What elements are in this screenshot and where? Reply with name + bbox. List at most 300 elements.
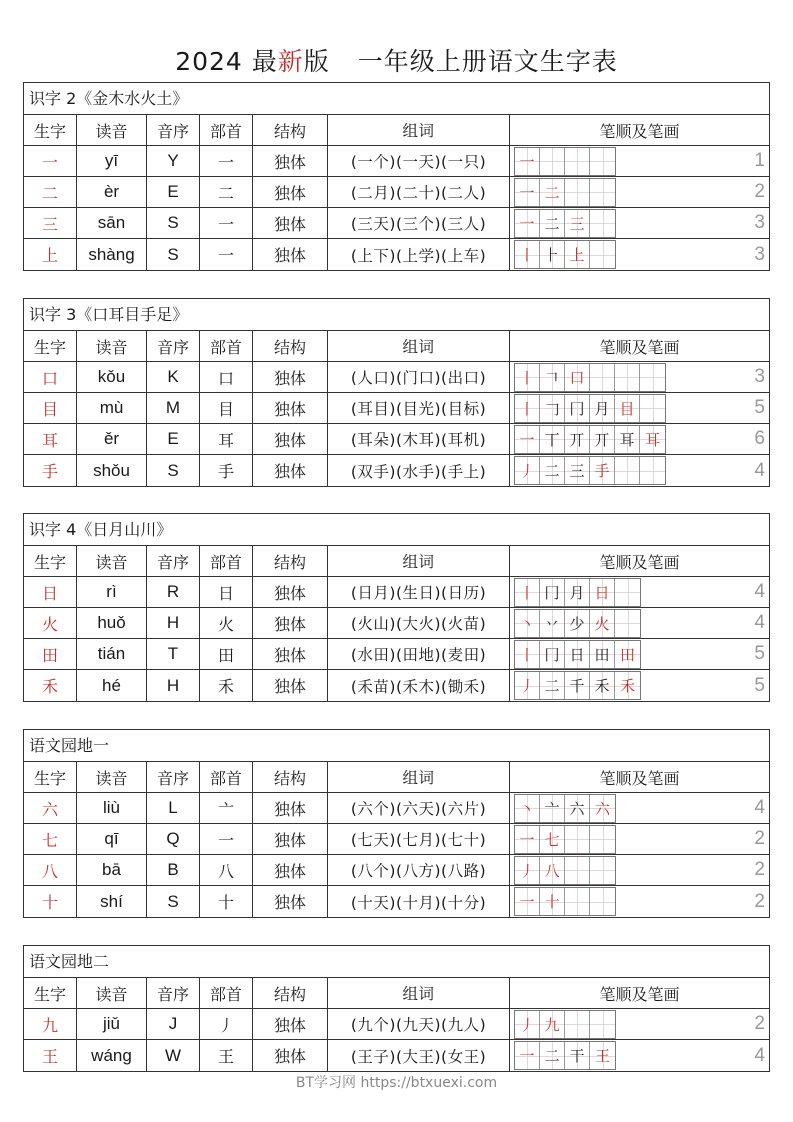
stroke-box xyxy=(590,795,615,822)
table-row xyxy=(24,639,769,670)
stroke-grid xyxy=(514,178,616,207)
stroke-glyph: 丨 xyxy=(519,399,535,418)
char-table-section xyxy=(23,513,770,702)
stroke-glyph: 禾 xyxy=(594,677,610,695)
character-cell: 上 xyxy=(24,239,77,270)
character-cell: 二 xyxy=(24,177,77,207)
title-suffix: 版 xyxy=(303,47,330,76)
char-table-section xyxy=(23,729,770,918)
stroke-box xyxy=(640,395,665,422)
stroke-box xyxy=(565,241,590,268)
stroke-glyph: 三 xyxy=(569,462,585,480)
stroke-box xyxy=(515,641,540,668)
structure-cell: 独体 xyxy=(253,239,328,270)
table-header-row xyxy=(24,115,769,146)
stroke-glyph: 冂 xyxy=(569,399,585,418)
radical-cell: 丿 xyxy=(200,1009,253,1039)
radical-cell: 禾 xyxy=(200,670,253,701)
stroke-count: 5 xyxy=(754,674,765,696)
stroke-box xyxy=(515,395,540,422)
section-title: 语文园地一 xyxy=(24,730,769,762)
stroke-glyph: 田 xyxy=(594,645,610,664)
stroke-box xyxy=(590,888,615,915)
stroke-count: 5 xyxy=(754,397,765,418)
stroke-order-cell xyxy=(510,424,769,454)
stroke-count: 4 xyxy=(754,581,765,602)
column-header: 部首 xyxy=(200,978,253,1008)
stroke-order-cell xyxy=(510,362,769,392)
stroke-box xyxy=(640,364,665,391)
char-table-section xyxy=(23,945,770,1072)
words-cell: (水田)(田地)(麦田) xyxy=(328,639,510,669)
words-cell: (八个)(八方)(八路) xyxy=(328,855,510,885)
stroke-glyph: 口 xyxy=(569,368,585,387)
column-header: 生字 xyxy=(24,546,77,576)
stroke-glyph: 七 xyxy=(544,830,560,849)
pinyin-cell: kǒu xyxy=(77,362,147,392)
stroke-grid xyxy=(514,578,641,607)
radical-cell: 一 xyxy=(200,239,253,270)
words-cell: (九个)(九天)(九人) xyxy=(328,1009,510,1039)
structure-cell: 独体 xyxy=(253,146,328,176)
stroke-count: 4 xyxy=(754,797,765,818)
stroke-glyph: 亠 xyxy=(544,799,560,818)
stroke-box xyxy=(540,395,565,422)
column-header: 结构 xyxy=(253,546,328,576)
stroke-glyph: ⺊ xyxy=(544,246,560,264)
table-row xyxy=(24,577,769,608)
stroke-box xyxy=(540,457,565,484)
column-header: 读音 xyxy=(77,546,147,576)
stroke-glyph: 六 xyxy=(569,799,585,818)
stroke-count: 2 xyxy=(754,181,765,202)
pinyin-cell: shàng xyxy=(77,239,147,270)
radical-cell: 王 xyxy=(200,1040,253,1071)
stroke-box xyxy=(515,426,540,453)
stroke-box xyxy=(540,672,565,699)
words-cell: (日月)(生日)(日历) xyxy=(328,577,510,607)
stroke-box xyxy=(615,672,640,699)
stroke-box xyxy=(590,826,615,853)
stroke-box xyxy=(615,579,640,606)
character-cell: 三 xyxy=(24,208,77,238)
words-cell: (十天)(十月)(十分) xyxy=(328,886,510,917)
stroke-order-cell xyxy=(510,855,769,885)
stroke-glyph: 上 xyxy=(569,246,585,264)
character-cell: 一 xyxy=(24,146,77,176)
stroke-glyph: 丿 xyxy=(519,462,535,480)
stroke-box xyxy=(540,857,565,884)
stroke-glyph: 一 xyxy=(519,430,535,449)
stroke-glyph: 目 xyxy=(619,399,635,418)
stroke-order-cell xyxy=(510,239,769,270)
stroke-count: 4 xyxy=(754,459,765,481)
table-row xyxy=(24,1040,769,1071)
initial-letter-cell: R xyxy=(147,577,200,607)
table-row xyxy=(24,793,769,824)
structure-cell: 独体 xyxy=(253,1040,328,1071)
stroke-glyph: 丌 xyxy=(569,430,585,449)
stroke-glyph: 丶 xyxy=(519,799,535,818)
stroke-glyph: 一 xyxy=(519,830,535,849)
character-cell: 田 xyxy=(24,639,77,669)
stroke-order-cell xyxy=(510,824,769,854)
stroke-grid xyxy=(514,394,666,423)
column-header: 生字 xyxy=(24,762,77,792)
stroke-box xyxy=(515,610,540,637)
stroke-box xyxy=(615,641,640,668)
stroke-order-cell xyxy=(510,1009,769,1039)
stroke-grid xyxy=(514,456,666,485)
char-table-section xyxy=(23,298,770,487)
structure-cell: 独体 xyxy=(253,208,328,238)
character-cell: 八 xyxy=(24,855,77,885)
structure-cell: 独体 xyxy=(253,670,328,701)
stroke-glyph: 火 xyxy=(594,614,610,633)
words-cell: (上下)(上学)(上车) xyxy=(328,239,510,270)
structure-cell: 独体 xyxy=(253,362,328,392)
column-header: 结构 xyxy=(253,978,328,1008)
stroke-glyph: 月 xyxy=(569,583,585,602)
stroke-glyph: 千 xyxy=(569,677,585,695)
stroke-glyph: 九 xyxy=(544,1015,560,1034)
table-header-row xyxy=(24,331,769,362)
stroke-count: 2 xyxy=(754,890,765,912)
column-header: 音序 xyxy=(147,331,200,361)
words-cell: (一个)(一天)(一只) xyxy=(328,146,510,176)
stroke-box xyxy=(540,364,565,391)
column-header: 组词 xyxy=(328,546,510,576)
stroke-box xyxy=(565,826,590,853)
initial-letter-cell: T xyxy=(147,639,200,669)
column-header: 读音 xyxy=(77,978,147,1008)
column-header: 部首 xyxy=(200,762,253,792)
stroke-grid xyxy=(514,887,616,916)
column-header: 读音 xyxy=(77,115,147,145)
structure-cell: 独体 xyxy=(253,455,328,486)
column-header: 读音 xyxy=(77,762,147,792)
words-cell: (禾苗)(禾木)(锄禾) xyxy=(328,670,510,701)
stroke-box xyxy=(615,395,640,422)
stroke-box xyxy=(615,426,640,453)
column-header: 组词 xyxy=(328,115,510,145)
stroke-count: 1 xyxy=(754,150,765,171)
structure-cell: 独体 xyxy=(253,1009,328,1039)
stroke-glyph: 丿 xyxy=(519,1015,535,1034)
title-main: 一年级上册语文生字表 xyxy=(357,47,618,76)
stroke-grid xyxy=(514,363,666,392)
stroke-glyph: 冂 xyxy=(544,645,560,664)
pinyin-cell: jiǔ xyxy=(77,1009,147,1039)
column-header: 生字 xyxy=(24,115,77,145)
stroke-grid xyxy=(514,794,616,823)
stroke-glyph: 三 xyxy=(569,214,585,233)
stroke-box xyxy=(590,426,615,453)
column-header: 音序 xyxy=(147,978,200,1008)
words-cell: (双手)(水手)(手上) xyxy=(328,455,510,486)
stroke-box xyxy=(540,1042,565,1069)
stroke-box xyxy=(515,888,540,915)
column-header: 结构 xyxy=(253,331,328,361)
title-prefix: 2024 最 xyxy=(175,47,278,76)
words-cell: (王子)(大王)(女王) xyxy=(328,1040,510,1071)
initial-letter-cell: M xyxy=(147,393,200,423)
pinyin-cell: mù xyxy=(77,393,147,423)
stroke-box xyxy=(590,210,615,237)
pinyin-cell: huǒ xyxy=(77,608,147,638)
stroke-box xyxy=(565,1042,590,1069)
character-cell: 口 xyxy=(24,362,77,392)
radical-cell: 十 xyxy=(200,886,253,917)
stroke-order-cell xyxy=(510,1040,769,1071)
stroke-order-cell xyxy=(510,393,769,423)
initial-letter-cell: E xyxy=(147,177,200,207)
stroke-box xyxy=(540,426,565,453)
stroke-box xyxy=(515,1042,540,1069)
section-title: 识字 3《口耳目手足》 xyxy=(24,299,769,331)
radical-cell: 耳 xyxy=(200,424,253,454)
words-cell: (三天)(三个)(三人) xyxy=(328,208,510,238)
stroke-box xyxy=(515,148,540,175)
column-header: 组词 xyxy=(328,978,510,1008)
stroke-glyph: 一 xyxy=(519,214,535,233)
stroke-glyph: 日 xyxy=(569,645,585,664)
stroke-grid xyxy=(514,1041,616,1070)
character-cell: 目 xyxy=(24,393,77,423)
stroke-order-cell xyxy=(510,886,769,917)
stroke-box xyxy=(540,641,565,668)
table-row xyxy=(24,855,769,886)
stroke-box xyxy=(565,795,590,822)
stroke-box xyxy=(590,610,615,637)
character-cell: 火 xyxy=(24,608,77,638)
structure-cell: 独体 xyxy=(253,424,328,454)
stroke-glyph: 王 xyxy=(594,1047,610,1065)
column-header: 组词 xyxy=(328,331,510,361)
stroke-box xyxy=(590,672,615,699)
pinyin-cell: èr xyxy=(77,177,147,207)
title-highlight: 新 xyxy=(277,47,304,76)
stroke-glyph: 二 xyxy=(544,183,560,202)
section-title: 识字 4《日月山川》 xyxy=(24,514,769,546)
char-table-section xyxy=(23,82,770,271)
stroke-box xyxy=(565,610,590,637)
stroke-box xyxy=(515,826,540,853)
stroke-glyph: 二 xyxy=(544,1047,560,1065)
stroke-glyph: 丶 xyxy=(519,614,535,633)
pinyin-cell: shí xyxy=(77,886,147,917)
initial-letter-cell: W xyxy=(147,1040,200,1071)
table-row xyxy=(24,239,769,270)
character-cell: 耳 xyxy=(24,424,77,454)
initial-letter-cell: S xyxy=(147,208,200,238)
stroke-box xyxy=(540,795,565,822)
radical-cell: 田 xyxy=(200,639,253,669)
radical-cell: 亠 xyxy=(200,793,253,823)
words-cell: (七天)(七月)(七十) xyxy=(328,824,510,854)
stroke-order-cell xyxy=(510,177,769,207)
stroke-order-cell xyxy=(510,608,769,638)
stroke-box xyxy=(590,364,615,391)
stroke-glyph: 一 xyxy=(519,183,535,202)
stroke-glyph: 丿 xyxy=(519,677,535,695)
radical-cell: 手 xyxy=(200,455,253,486)
stroke-count: 2 xyxy=(754,859,765,880)
table-header-row xyxy=(24,546,769,577)
stroke-glyph: 禾 xyxy=(619,677,635,695)
stroke-box xyxy=(515,1011,540,1038)
stroke-box xyxy=(590,241,615,268)
column-header: 音序 xyxy=(147,546,200,576)
stroke-glyph: 一 xyxy=(519,152,535,171)
pinyin-cell: qī xyxy=(77,824,147,854)
stroke-glyph: 丨 xyxy=(519,246,535,264)
initial-letter-cell: K xyxy=(147,362,200,392)
stroke-box xyxy=(615,610,640,637)
column-header: 结构 xyxy=(253,762,328,792)
table-row xyxy=(24,362,769,393)
stroke-box xyxy=(590,179,615,206)
stroke-order-cell xyxy=(510,455,769,486)
stroke-order-cell xyxy=(510,208,769,238)
stroke-box xyxy=(565,210,590,237)
stroke-box xyxy=(565,426,590,453)
structure-cell: 独体 xyxy=(253,577,328,607)
character-cell: 七 xyxy=(24,824,77,854)
table-row xyxy=(24,208,769,239)
stroke-order-cell xyxy=(510,793,769,823)
initial-letter-cell: B xyxy=(147,855,200,885)
words-cell: (二月)(二十)(二人) xyxy=(328,177,510,207)
column-header: 部首 xyxy=(200,546,253,576)
footer-watermark: BT学习网 https://btxuexi.com xyxy=(295,1075,498,1091)
words-cell: (耳目)(目光)(目标) xyxy=(328,393,510,423)
structure-cell: 独体 xyxy=(253,824,328,854)
stroke-glyph: 干 xyxy=(569,1047,585,1065)
radical-cell: 二 xyxy=(200,177,253,207)
stroke-box xyxy=(590,1011,615,1038)
stroke-count: 2 xyxy=(754,828,765,849)
column-header: 笔顺及笔画 xyxy=(599,984,680,1004)
stroke-glyph: 丨 xyxy=(519,368,535,387)
stroke-count: 3 xyxy=(754,243,765,265)
radical-cell: 目 xyxy=(200,393,253,423)
stroke-box xyxy=(565,857,590,884)
radical-cell: 火 xyxy=(200,608,253,638)
stroke-box xyxy=(540,826,565,853)
stroke-order-cell xyxy=(510,577,769,607)
column-header: 部首 xyxy=(200,115,253,145)
pinyin-cell: ěr xyxy=(77,424,147,454)
stroke-glyph: 日 xyxy=(594,583,610,602)
stroke-box xyxy=(540,888,565,915)
stroke-count: 3 xyxy=(754,366,765,387)
stroke-grid xyxy=(514,825,616,854)
stroke-box xyxy=(565,148,590,175)
character-cell: 九 xyxy=(24,1009,77,1039)
stroke-glyph: 𠃍 xyxy=(544,368,560,387)
stroke-box xyxy=(515,795,540,822)
column-header: 部首 xyxy=(200,331,253,361)
stroke-box xyxy=(565,579,590,606)
initial-letter-cell: Y xyxy=(147,146,200,176)
stroke-glyph: 六 xyxy=(594,799,610,818)
table-row xyxy=(24,455,769,486)
words-cell: (火山)(大火)(火苗) xyxy=(328,608,510,638)
stroke-box xyxy=(515,364,540,391)
initial-letter-cell: Q xyxy=(147,824,200,854)
table-header-row xyxy=(24,978,769,1009)
stroke-count: 4 xyxy=(754,1044,765,1066)
stroke-box xyxy=(540,148,565,175)
column-header: 读音 xyxy=(77,331,147,361)
table-row xyxy=(24,608,769,639)
stroke-box xyxy=(515,457,540,484)
initial-letter-cell: S xyxy=(147,886,200,917)
radical-cell: 八 xyxy=(200,855,253,885)
table-row xyxy=(24,146,769,177)
stroke-box xyxy=(515,179,540,206)
structure-cell: 独体 xyxy=(253,177,328,207)
stroke-order-cell xyxy=(510,670,769,701)
column-header: 笔顺及笔画 xyxy=(599,121,680,141)
stroke-box xyxy=(565,364,590,391)
stroke-box xyxy=(590,857,615,884)
stroke-box xyxy=(540,579,565,606)
column-header: 组词 xyxy=(328,762,510,792)
structure-cell: 独体 xyxy=(253,639,328,669)
section-title: 识字 2《金木水火土》 xyxy=(24,83,769,115)
stroke-grid xyxy=(514,856,616,885)
table-row xyxy=(24,177,769,208)
stroke-box xyxy=(565,457,590,484)
stroke-box xyxy=(590,457,615,484)
pinyin-cell: shǒu xyxy=(77,455,147,486)
initial-letter-cell: H xyxy=(147,670,200,701)
character-cell: 日 xyxy=(24,577,77,607)
structure-cell: 独体 xyxy=(253,608,328,638)
stroke-box xyxy=(515,672,540,699)
stroke-count: 6 xyxy=(754,428,765,449)
radical-cell: 口 xyxy=(200,362,253,392)
stroke-glyph: 一 xyxy=(519,893,535,911)
stroke-count: 3 xyxy=(754,212,765,233)
column-header: 结构 xyxy=(253,115,328,145)
stroke-box xyxy=(565,672,590,699)
stroke-grid xyxy=(514,671,641,700)
radical-cell: 一 xyxy=(200,208,253,238)
stroke-order-cell xyxy=(510,639,769,669)
initial-letter-cell: J xyxy=(147,1009,200,1039)
stroke-grid xyxy=(514,425,666,454)
radical-cell: 一 xyxy=(200,824,253,854)
stroke-box xyxy=(565,641,590,668)
stroke-box xyxy=(515,857,540,884)
column-header: 笔顺及笔画 xyxy=(599,337,680,357)
stroke-glyph: 丷 xyxy=(544,614,560,633)
stroke-glyph: 丅 xyxy=(544,430,560,449)
stroke-glyph: 手 xyxy=(594,462,610,480)
structure-cell: 独体 xyxy=(253,855,328,885)
character-cell: 手 xyxy=(24,455,77,486)
stroke-glyph: 丨 xyxy=(519,645,535,664)
stroke-order-cell xyxy=(510,146,769,176)
stroke-box xyxy=(590,579,615,606)
column-header: 笔顺及笔画 xyxy=(599,768,680,788)
stroke-box xyxy=(515,210,540,237)
stroke-box xyxy=(565,179,590,206)
stroke-glyph: 二 xyxy=(544,677,560,695)
